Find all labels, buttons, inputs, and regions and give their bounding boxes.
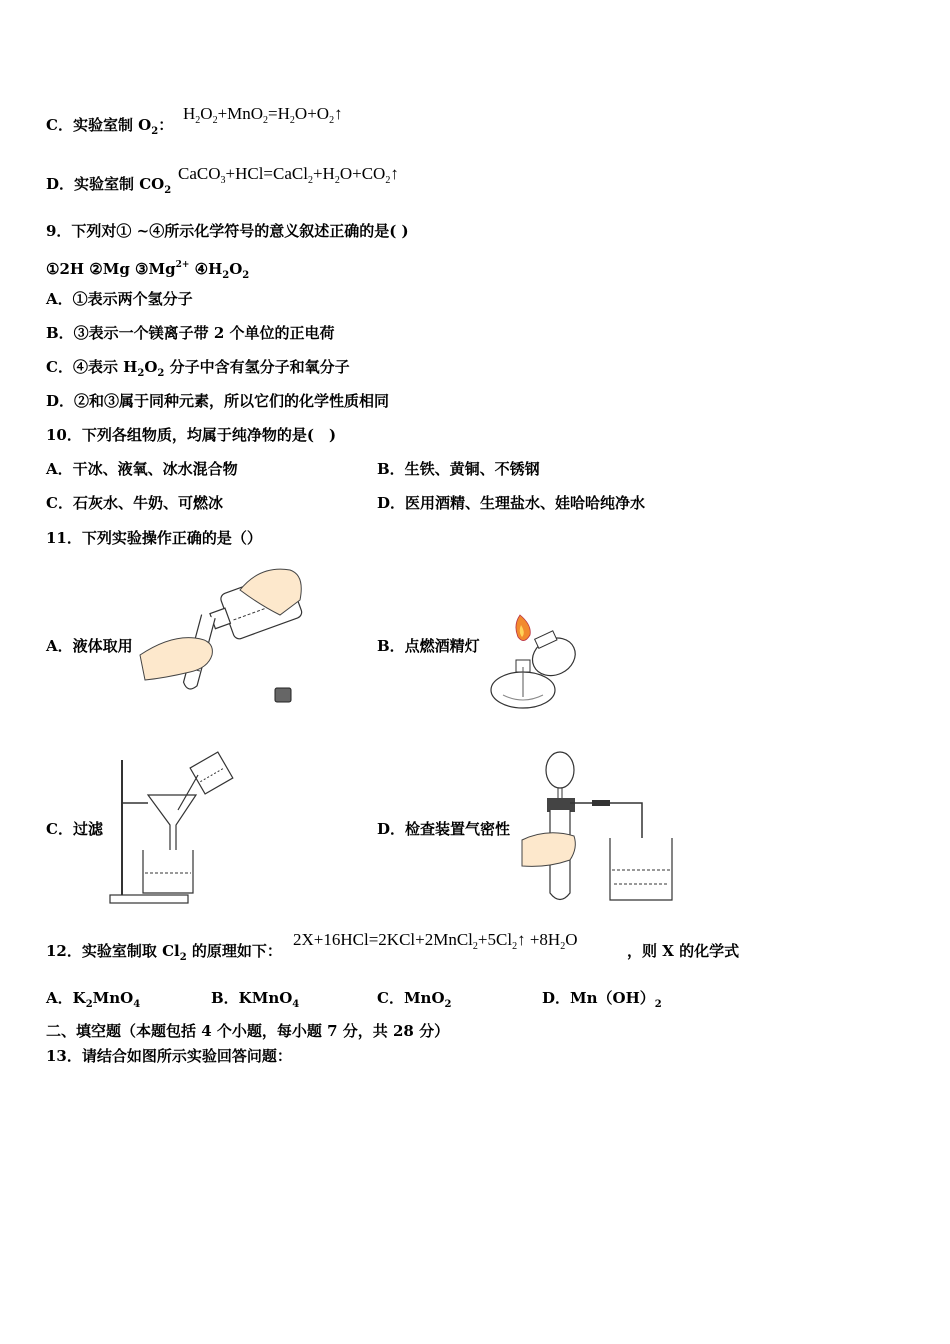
q12-d-sub: 2 <box>654 999 662 1010</box>
q11-option-d: D．检查装置气密性 <box>377 820 511 838</box>
alcohol-lamp-figure <box>488 605 588 715</box>
q12-a-sub: 4 <box>133 999 141 1010</box>
q12-option-d <box>542 988 662 1015</box>
q12-option-b <box>211 988 299 1015</box>
eq-part: O+CO <box>339 164 386 183</box>
q8-c-equation <box>183 104 343 131</box>
q12-stem-sub: 2 <box>179 952 187 963</box>
q12-option-a <box>46 988 140 1015</box>
eq-part: O <box>200 104 213 123</box>
q12-tail: ，则 X 的化学式 <box>627 942 740 960</box>
eq-part: H <box>183 104 196 123</box>
q12-a-sub: 2 <box>85 999 93 1010</box>
eq-sub: 2 <box>263 115 269 126</box>
q10-option-a: A．干冰、液氧、冰水混合物 <box>46 460 238 478</box>
eq-part: CaCO <box>178 164 221 183</box>
eq-sub: 2 <box>334 175 340 186</box>
eq-sub: 2 <box>307 175 313 186</box>
q9-symbols-c: O <box>229 260 243 278</box>
q12-d-pre: D．Mn（OH） <box>542 989 655 1007</box>
q12-c-pre: C．MnO <box>377 989 445 1007</box>
eq-sub: 2 <box>195 115 201 126</box>
q12-b-pre: B．KMnO <box>211 989 293 1007</box>
q10-stem: 10．下列各组物质，均属于纯净物的是( ) <box>46 426 337 444</box>
eq-sub: 2 <box>512 941 518 952</box>
eq-sub: 2 <box>289 115 295 126</box>
q9-option-d: D．②和③属于同种元素，所以它们的化学性质相同 <box>46 392 390 410</box>
q9-c-sub: 2 <box>137 368 145 379</box>
q11-stem: 11．下列实验操作正确的是（） <box>46 529 262 547</box>
q8-c-colon: ： <box>158 116 174 134</box>
section2-title: 二、填空题（本题包括 4 个小题，每小题 7 分，共 28 分） <box>46 1022 450 1040</box>
eq-sub: 2 <box>560 941 566 952</box>
eq-part: 2X+16HCl=2KCl+2MnCl <box>293 930 473 949</box>
q8-d-label-sub: 2 <box>164 185 172 196</box>
eq-sub: 2 <box>472 941 478 952</box>
q9-c-sub: 2 <box>157 368 165 379</box>
q9-symbols-b: ④H <box>189 260 223 278</box>
q9-option-b: B．③表示一个镁离子带 2 个单位的正电荷 <box>46 324 335 342</box>
eq-part: +H <box>312 164 335 183</box>
q12-stem-post: 的原理如下： <box>186 942 282 960</box>
q12-c-sub: 2 <box>444 999 452 1010</box>
q9-c-mid: O <box>144 358 158 376</box>
eq-part: =H <box>268 104 290 123</box>
q12-a-pre: A．K <box>46 989 86 1007</box>
eq-part: +MnO <box>217 104 264 123</box>
q9-stem: 9．下列对① ~④所示化学符号的意义叙述正确的是( ) <box>46 222 409 240</box>
q10-option-d: D．医用酒精、生理盐水、娃哈哈纯净水 <box>377 494 646 512</box>
eq-sub: 2 <box>329 115 335 126</box>
q9-c-pre: C．④表示 H <box>46 358 138 376</box>
q9-option-a: A．①表示两个氢分子 <box>46 290 193 308</box>
q8-c-label-sub: 2 <box>151 126 159 137</box>
eq-sub: 3 <box>220 175 226 186</box>
q9-c-post: 分子中含有氢分子和氧分子 <box>164 358 350 376</box>
q9-option-c <box>46 357 350 384</box>
q12-option-c <box>377 988 451 1015</box>
q8-d-label: D．实验室制 CO <box>46 175 165 193</box>
eq-part: O+O <box>294 104 330 123</box>
q9-symbols-sup: 2+ <box>175 260 190 270</box>
q9-symbols-a: ①2H ②Mg ③Mg <box>46 260 176 278</box>
q9-symbols <box>46 255 249 286</box>
q11-option-c: C．过滤 <box>46 820 103 838</box>
q9-symbols-sub: 2 <box>222 270 230 281</box>
eq-part: +5Cl <box>477 930 513 949</box>
eq-part: ↑ <box>334 104 343 123</box>
q12-b-sub: 4 <box>292 999 300 1010</box>
q8-option-c <box>46 115 173 142</box>
q8-option-d <box>46 174 171 201</box>
q13-stem: 13．请结合如图所示实验回答问题： <box>46 1047 292 1065</box>
eq-sub: 2 <box>212 115 218 126</box>
eq-part: +HCl=CaCl <box>225 164 308 183</box>
q12-equation <box>293 930 577 957</box>
q12-stem-pre: 12．实验室制取 Cl <box>46 942 180 960</box>
q12-a-mid: MnO <box>92 989 134 1007</box>
q11-option-a: A．液体取用 <box>46 637 133 655</box>
q11-option-b: B．点燃酒精灯 <box>377 637 480 655</box>
eq-sub: 2 <box>385 175 391 186</box>
airtightness-figure <box>522 748 682 913</box>
q9-symbols-sub: 2 <box>242 270 250 281</box>
q10-option-c: C．石灰水、牛奶、可燃冰 <box>46 494 223 512</box>
filtration-figure <box>108 755 238 910</box>
eq-part: O <box>565 930 578 949</box>
q8-d-equation <box>178 164 399 191</box>
q12-stem <box>46 941 282 968</box>
eq-part: ↑ <box>390 164 399 183</box>
q8-c-label: C．实验室制 O <box>46 116 152 134</box>
eq-part: ↑ +8H <box>517 930 561 949</box>
q10-option-b: B．生铁、黄铜、不锈钢 <box>377 460 540 478</box>
liquid-pouring-figure <box>140 560 310 710</box>
